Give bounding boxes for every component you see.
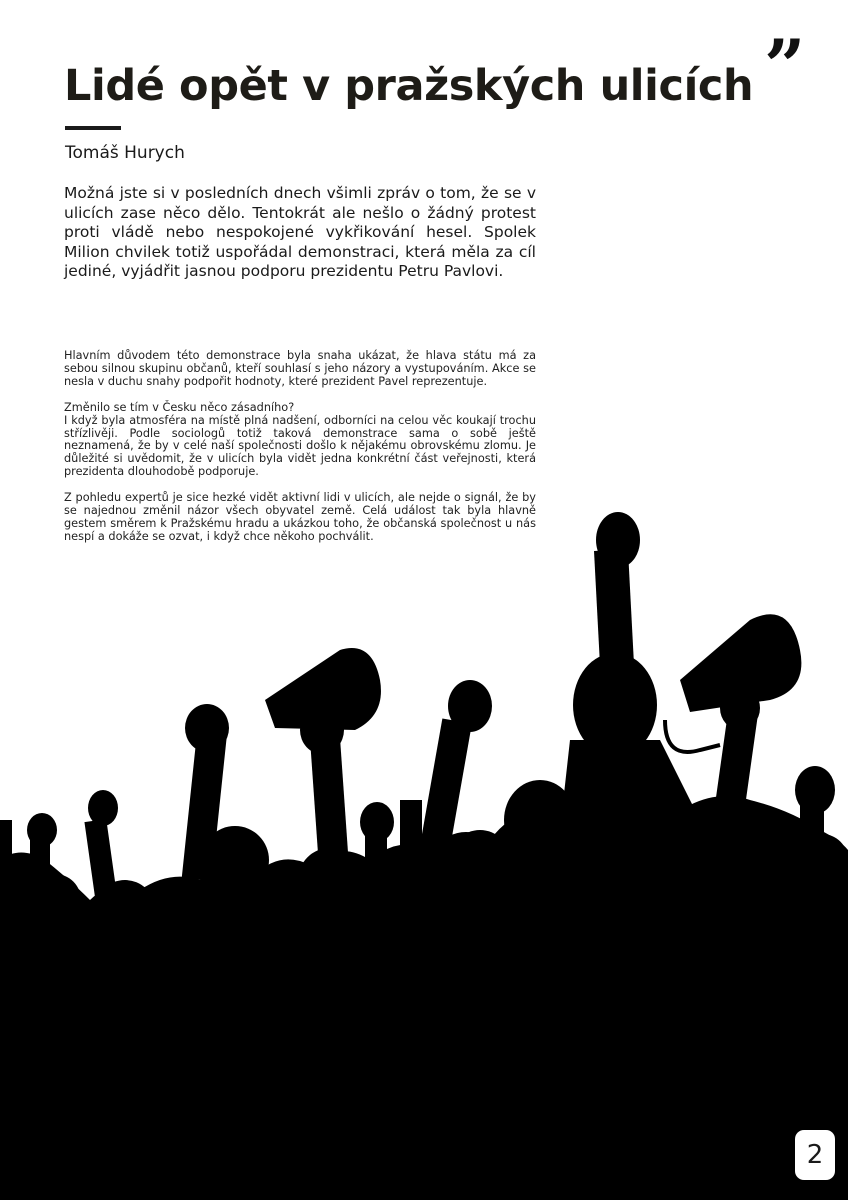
title-divider (65, 126, 121, 130)
quote-mark-icon: ” (764, 23, 806, 108)
page-number: 2 (795, 1130, 835, 1180)
paragraph-sociologists: I když byla atmosféra na místě plná nadšení, odborníci na celou věc koukají trochu střízlivěji. Podle sociologů totiž taková demonstrace sama o sobě ještě neznamená, že by v celé naší společnosti došlo k nějakému obrovskému zlomu. Je důležité si uvědomit, že v ulicích byla vidět jedna konkrétní část veřejnosti, která prezidenta dlouhodobě podporuje. (64, 413, 536, 479)
paragraph-question: Změnilo se tím v Česku něco zásadního? (64, 400, 295, 414)
article-title: Lidé opět v pražských ulicích (64, 61, 754, 111)
paragraph-intro: Hlavním důvodem této demonstrace byla snaha ukázat, že hlava státu má za sebou silnou skupinu občanů, kteří souhlasí s jeho názory a vystupováním. Akce se nesla v duchu snahy podpořit hodnoty, které prezident Pavel reprezentuje. (64, 349, 536, 388)
protest-crowd-silhouette (0, 510, 848, 1200)
article-lead: Možná jste si v posledních dnech všimli zpráv o tom, že se v ulicích zase něco dělo. Tentokrát ale nešlo o žádný protest proti vládě nebo nespokojené vykřikování hesel. Spolek Milion chvilek totiž uspořádal demonstraci, která měla za cíl jediné, vyjádřit jasnou podporu prezidentu Petru Pavlovi. (64, 184, 536, 280)
article-author: Tomáš Hurych (65, 143, 185, 163)
paragraph-experts: Z pohledu expertů je sice hezké vidět aktivní lidi v ulicích, ale nejde o signál, že by se najednou změnil názor všech obyvatel země. Celá událost tak byla hlavně gestem směrem k Pražskému hradu a ukázkou toho, že občanská společnost u nás nespí a dokáže se ozvat, i když chce někoho pochválit. (64, 491, 536, 543)
